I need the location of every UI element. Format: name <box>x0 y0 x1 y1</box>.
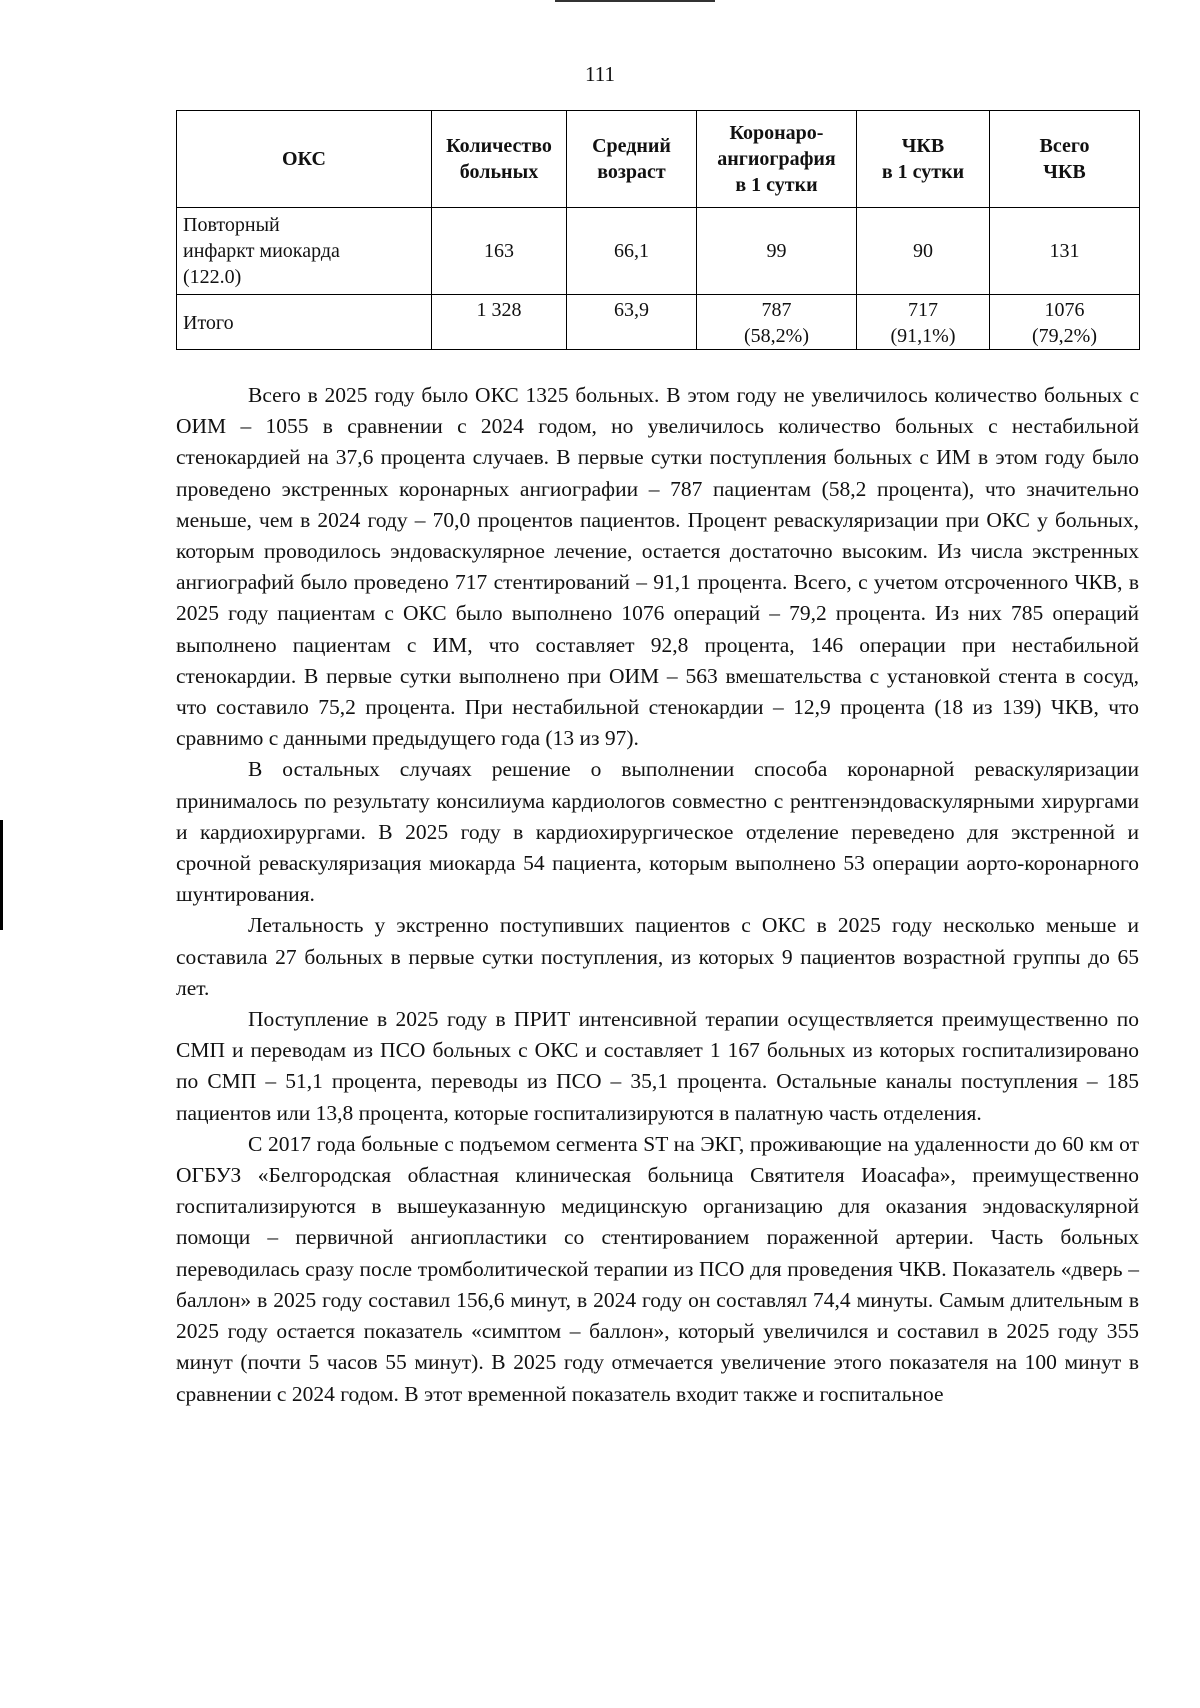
table-cell: Итого <box>177 295 432 350</box>
header-pci-total: Всего ЧКВ <box>990 111 1140 208</box>
paragraph: Поступление в 2025 году в ПРИТ интенсивной терапии осуществляется преимущественно по СМП и переводам из ПСО больных с ОКС и составляет 1 167 больных из которых госпитализировано по СМП – 51,1 процента, переводы из ПСО – 35,1 процента. Остальные каналы поступления – 185 пациентов или 13,8 процента, которые госпитализируются в палатную часть отделения. <box>176 1007 1139 1125</box>
paragraph: В остальных случаях решение о выполнении способа коронарной реваскуляризации принималось по результату консилиума кардиологов совместно с рентгенэндоваскулярными хирургами и кардиохирургами. В 2025 году в кардиохирургическое отделение переведено для экстренной и срочной реваскуляризация миокарда 54 пациента, которым выполнено 53 операции аорто-коронарного шунтирования. <box>176 757 1139 907</box>
table-cell: 66,1 <box>567 208 697 295</box>
paragraph: Летальность у экстренно поступивших пациентов с ОКС в 2025 году несколько меньше и составила 27 больных в первые сутки поступления, из которых 9 пациентов возрастной группы до 65 лет. <box>176 913 1139 1000</box>
header-patient-count: Количество больных <box>432 111 567 208</box>
table-row <box>177 208 1140 295</box>
table-row-total <box>177 295 1140 350</box>
paragraph: Всего в 2025 году было ОКС 1325 больных. В этом году не увеличилось количество больных с ОИМ – 1055 в сравнении с 2024 годом, но увеличилось количество больных с нестабильной стенокардией на 37,6 процента случаев. В первые сутки поступления больных с ИМ в этом году было проведено экстренных коронарных ангиографии – 787 пациентам (58,2 процента), что значительно меньше, чем в 2024 году – 70,0 процентов пациентов. Процент реваскуляризации при ОКС у больных, которым проводилось эндоваскулярное лечение, остается достаточно высоким. Из числа экстренных ангиографий было проведено 717 стентирований – 91,1 процента. Всего, с учетом отсроченного ЧКВ, в 2025 году пациентам с ОКС было выполнено 1076 операций – 79,2 процента. Из них 785 операций выполнено пациентам с ИМ, что составляет 92,8 процента, 146 операции при нестабильной стенокардии. В первые сутки выполнено при ОИМ – 563 вмешательства с установкой стента в сосуд, что составило 75,2 процента. При нестабильной стенокардии – 12,9 процента (18 из 139) ЧКВ, что сравнимо с данными предыдущего года (13 из 97). <box>176 383 1139 751</box>
table-cell: 163 <box>432 208 567 295</box>
table-cell: 787 (58,2%) <box>697 295 857 350</box>
table-cell: 63,9 <box>567 295 697 350</box>
table-cell: Повторный инфаркт миокарда (122.0) <box>177 208 432 295</box>
header-coronary-angiography: Коронаро- ангиография в 1 сутки <box>697 111 857 208</box>
header-pci-first-day: ЧКВ в 1 сутки <box>857 111 990 208</box>
table-cell: 717 (91,1%) <box>857 295 990 350</box>
document-body <box>176 380 1139 1410</box>
scan-artifact-line <box>555 0 715 2</box>
table-cell: 131 <box>990 208 1140 295</box>
header-average-age: Средний возраст <box>567 111 697 208</box>
header-oks: ОКС <box>177 111 432 208</box>
table-cell: 90 <box>857 208 990 295</box>
scan-artifact-mark <box>0 820 3 930</box>
table-cell: 99 <box>697 208 857 295</box>
table-cell: 1076 (79,2%) <box>990 295 1140 350</box>
page-number: 111 <box>585 62 615 86</box>
paragraph: С 2017 года больные с подъемом сегмента ST на ЭКГ, проживающие на удаленности до 60 км от ОГБУЗ «Белгородская областная клиническая больница Святителя Иоасафа», преимущественно госпитализируются в вышеуказанную медицинскую организацию для оказания эндоваскулярной помощи – первичной ангиопластики со стентированием пораженной артерии. Часть больных переводилась сразу после тромболитической терапии из ПСО для проведения ЧКВ. Показатель «дверь – баллон» в 2025 году составил 156,6 минут, в 2024 году он составлял 74,4 минуты. Самым длительным в 2025 году остается показатель «симптом – баллон», который увеличился и составил в 2025 году 355 минут (почти 5 часов 55 минут). В 2025 году отмечается увеличение этого показателя на 100 минут в сравнении с 2024 годом. В этот временной показатель входит также и госпитальное <box>176 1131 1139 1406</box>
statistics-table <box>176 110 1140 350</box>
table-cell: 1 328 <box>432 295 567 350</box>
table-header-row <box>177 111 1140 208</box>
